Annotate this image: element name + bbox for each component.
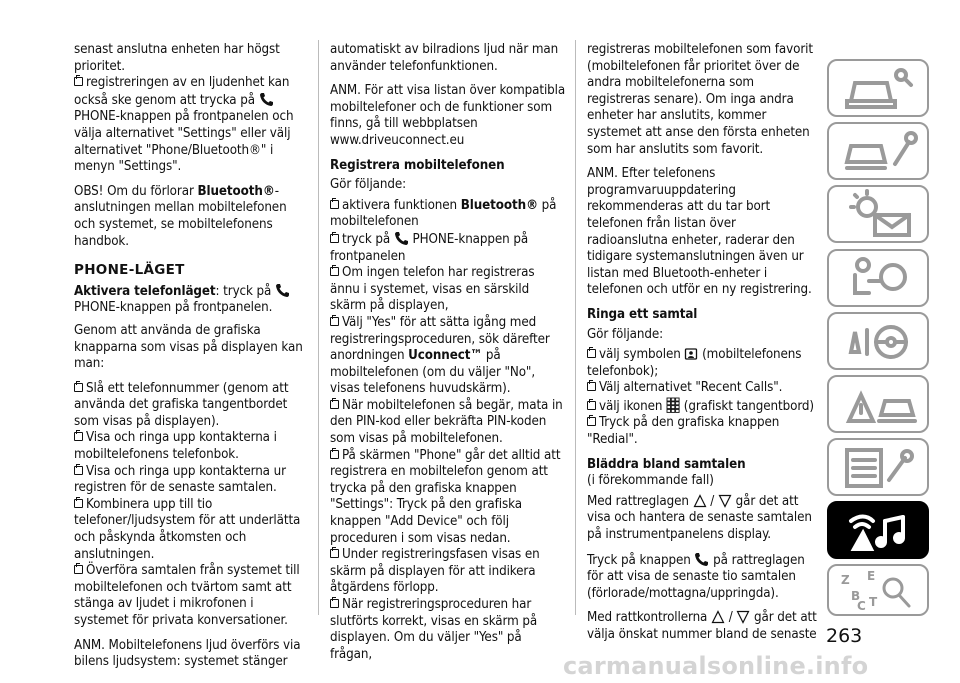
- bullet-icon: [330, 599, 339, 608]
- bullet-icon: [330, 400, 339, 409]
- svg-text:Z: Z: [841, 573, 850, 587]
- phone-icon: [275, 283, 290, 298]
- svg-text:B: B: [851, 589, 861, 603]
- bullet-icon: [587, 382, 596, 391]
- steering-wheel-icon: [829, 314, 927, 368]
- phonebook-icon: [684, 347, 698, 361]
- bullet-icon: [74, 383, 83, 392]
- paragraph: OBS! Om du förlorar Bluetooth®-anslutningen mellan mobiltelefonen och systemet, se mobiltelefonens handbok.: [74, 183, 287, 249]
- tab-safety-airbag[interactable]: [827, 249, 929, 307]
- section-heading: Bläddra bland samtalen: [587, 456, 746, 472]
- section-heading: Ringa ett samtal: [587, 306, 698, 322]
- column-divider: [318, 40, 319, 615]
- list-item: När mobiltelefonen så begär, mata in den PIN-kod eller bekräfta PIN-koden som visas på mobiltelefonen.: [330, 397, 563, 447]
- car-key-icon: [829, 124, 927, 178]
- section-heading: Registrera mobiltelefonen: [330, 157, 505, 173]
- column-left: [74, 42, 306, 679]
- list-item: Överföra samtalen från systemet till mobiltelefonen och tvärtom samt att stänga av ljudet i mikrofonen i systemet för privata konversationer.: [74, 563, 300, 628]
- section-heading: PHONE-LÄGET: [74, 262, 185, 279]
- airbag-icon: [829, 251, 927, 305]
- paragraph: automatiskt av bilradions ljud när man använder telefonfunktionen.: [330, 42, 559, 74]
- paragraph: Tryck på knappen på rattreglagen för att visa de senaste tio samtalen (förlorade/mottagna/uppringda).: [587, 552, 805, 601]
- phone-icon: [259, 92, 274, 107]
- list-item: tryck på PHONE-knappen på frontpanelen: [330, 231, 529, 264]
- bullet-icon: [587, 401, 596, 410]
- phone-icon: [394, 231, 409, 246]
- list-item: Under registreringsfasen visas en skärm på displayen för att indikera åtgärdens förlopp.: [330, 547, 540, 596]
- paragraph: Gör följande:: [330, 177, 407, 193]
- tab-dashboard[interactable]: [827, 59, 929, 117]
- bullet-icon: [74, 565, 83, 574]
- tab-driving[interactable]: [827, 312, 929, 370]
- triangle-down-icon: [718, 494, 732, 508]
- list-item: Visa och ringa upp kontakterna i mobiltelefonens telefonbok.: [74, 430, 277, 463]
- list-item: När registreringsproceduren har slutförts korrekt, visas en skärm på displayen. Om du väljer "Yes" på frågan,: [330, 597, 538, 662]
- svg-text:E: E: [867, 569, 876, 583]
- column-middle: [330, 42, 566, 663]
- triangle-down-icon: [736, 610, 750, 624]
- list-item: Om ingen telefon har registreras ännu i systemet, visas en särskild skärm på displayen,: [330, 265, 535, 314]
- tab-safety[interactable]: [827, 122, 929, 180]
- triangle-up-icon: [693, 494, 707, 508]
- paragraph: Med rattkontrollerna / går det att välja önskat nummer bland de senaste: [587, 610, 817, 642]
- bullet-icon: [74, 432, 83, 441]
- list-item: Välj "Yes" för att sätta igång med registreringsproceduren, sök därefter anordningen Uconnect™ på mobiltelefonen (om du väljer "No", visas telefonens huvudskärm).: [330, 314, 550, 397]
- bullet-icon: [330, 200, 339, 209]
- tab-multimedia[interactable]: [827, 501, 929, 559]
- paragraph: (i förekommande fall): [587, 473, 714, 489]
- multimedia-icon: [829, 503, 927, 557]
- paragraph: Med rattreglagen / går det att visa och hantera de senaste samtalen på instrumentpanelens display.: [587, 493, 812, 543]
- list-item: aktivera funktionen Bluetooth® på mobiltelefonen: [330, 197, 557, 230]
- column-divider: [575, 40, 576, 615]
- bullet-icon: [74, 77, 83, 86]
- warning-car-icon: [829, 377, 927, 431]
- watermark-text: carmanualsonline.info: [563, 652, 869, 680]
- service-list-icon: [829, 440, 927, 494]
- tab-index[interactable]: [827, 564, 929, 616]
- triangle-up-icon: [711, 610, 725, 624]
- paragraph: senast anslutna enheten har högst prioritet.: [74, 42, 280, 74]
- list-item: registreringen av en ljudenhet kan också ske genom att trycka på PHONE-knappen på frontpanelen och välja alternativet "Settings" eller välj alternativet "Phone/Bluetooth®" i menyn "Settings".: [74, 75, 294, 175]
- list-item: välj symbolen (mobiltelefonens telefonbok);: [587, 347, 802, 379]
- tab-lights[interactable]: [827, 185, 929, 243]
- tab-maintenance[interactable]: [827, 438, 929, 496]
- bullet-icon: [74, 466, 83, 475]
- phone-icon: [694, 552, 709, 567]
- alphabet-index-icon: [829, 566, 927, 614]
- svg-text:C: C: [857, 599, 866, 613]
- list-item: välj ikonen (grafiskt tangentbord): [587, 397, 817, 416]
- paragraph: Genom att använda de grafiska knapparna som visas på displayen kan man:: [74, 322, 303, 372]
- paragraph: Gör följande:: [587, 326, 664, 342]
- bullet-icon: [330, 549, 339, 558]
- column-right: [587, 42, 817, 652]
- bullet-icon: [330, 450, 339, 459]
- light-envelope-icon: [829, 187, 927, 241]
- bullet-icon: [330, 317, 339, 326]
- list-item: På skärmen "Phone" går det alltid att registrera en mobiltelefon genom att trycka på den grafiska knappen "Settings": Tryck på den grafiska knappen "Add Device" och följ proceduren i som visas nedan.: [330, 447, 561, 546]
- page-number: 263: [826, 625, 863, 647]
- list-item: Tryck på den grafiska knappen "Redial".: [587, 415, 780, 448]
- tab-emergency[interactable]: [827, 375, 929, 433]
- bullet-icon: [587, 349, 596, 358]
- bullet-icon: [74, 499, 83, 508]
- car-dashboard-icon: [829, 61, 927, 115]
- keypad-icon: [666, 397, 680, 413]
- bullet-icon: [330, 267, 339, 276]
- list-item: Slå ett telefonnummer (genom att använda det grafiska tangentbordet som visas på displayen).: [74, 380, 289, 429]
- bullet-icon: [330, 234, 339, 243]
- paragraph: ANM. För att visa listan över kompatibla mobiltelefoner och de funktioner som finns, gå till webbplatsen www.driveuconnect.eu: [330, 83, 566, 148]
- list-item: Kombinera upp till tio telefoner/ljudsystem för att underlätta och påskynda åtkomsten och anslutningen.: [74, 496, 301, 562]
- bullet-icon: [587, 417, 596, 426]
- list-item: Välj alternativet "Recent Calls".: [587, 380, 817, 397]
- svg-text:T: T: [869, 595, 878, 609]
- paragraph: ANM. Mobiltelefonens ljud överförs via bilens ljudsystem: systemet stänger: [74, 637, 301, 670]
- paragraph: Aktivera telefonläget: tryck på PHONE-knappen på frontpanelen.: [74, 283, 306, 317]
- paragraph: ANM. Efter telefonens programvaruuppdatering rekommenderas att du tar bort telefonen från listan över radioanslutna enheter, raderar den tidigare systemanslutningen även ur listan med Bluetooth-enheter i telefonen och utför en ny registrering.: [587, 166, 812, 298]
- list-item: Visa och ringa upp kontakterna ur registren för de senaste samtalen.: [74, 463, 286, 496]
- paragraph: registreras mobiltelefonen som favorit (mobiltelefonen får prioritet över de andra mobiltelefonerna som registreras senare). Om inga andra enheter har anslutits, kommer systemet att anse den första enheten som har anslutits som favorit.: [587, 42, 813, 157]
